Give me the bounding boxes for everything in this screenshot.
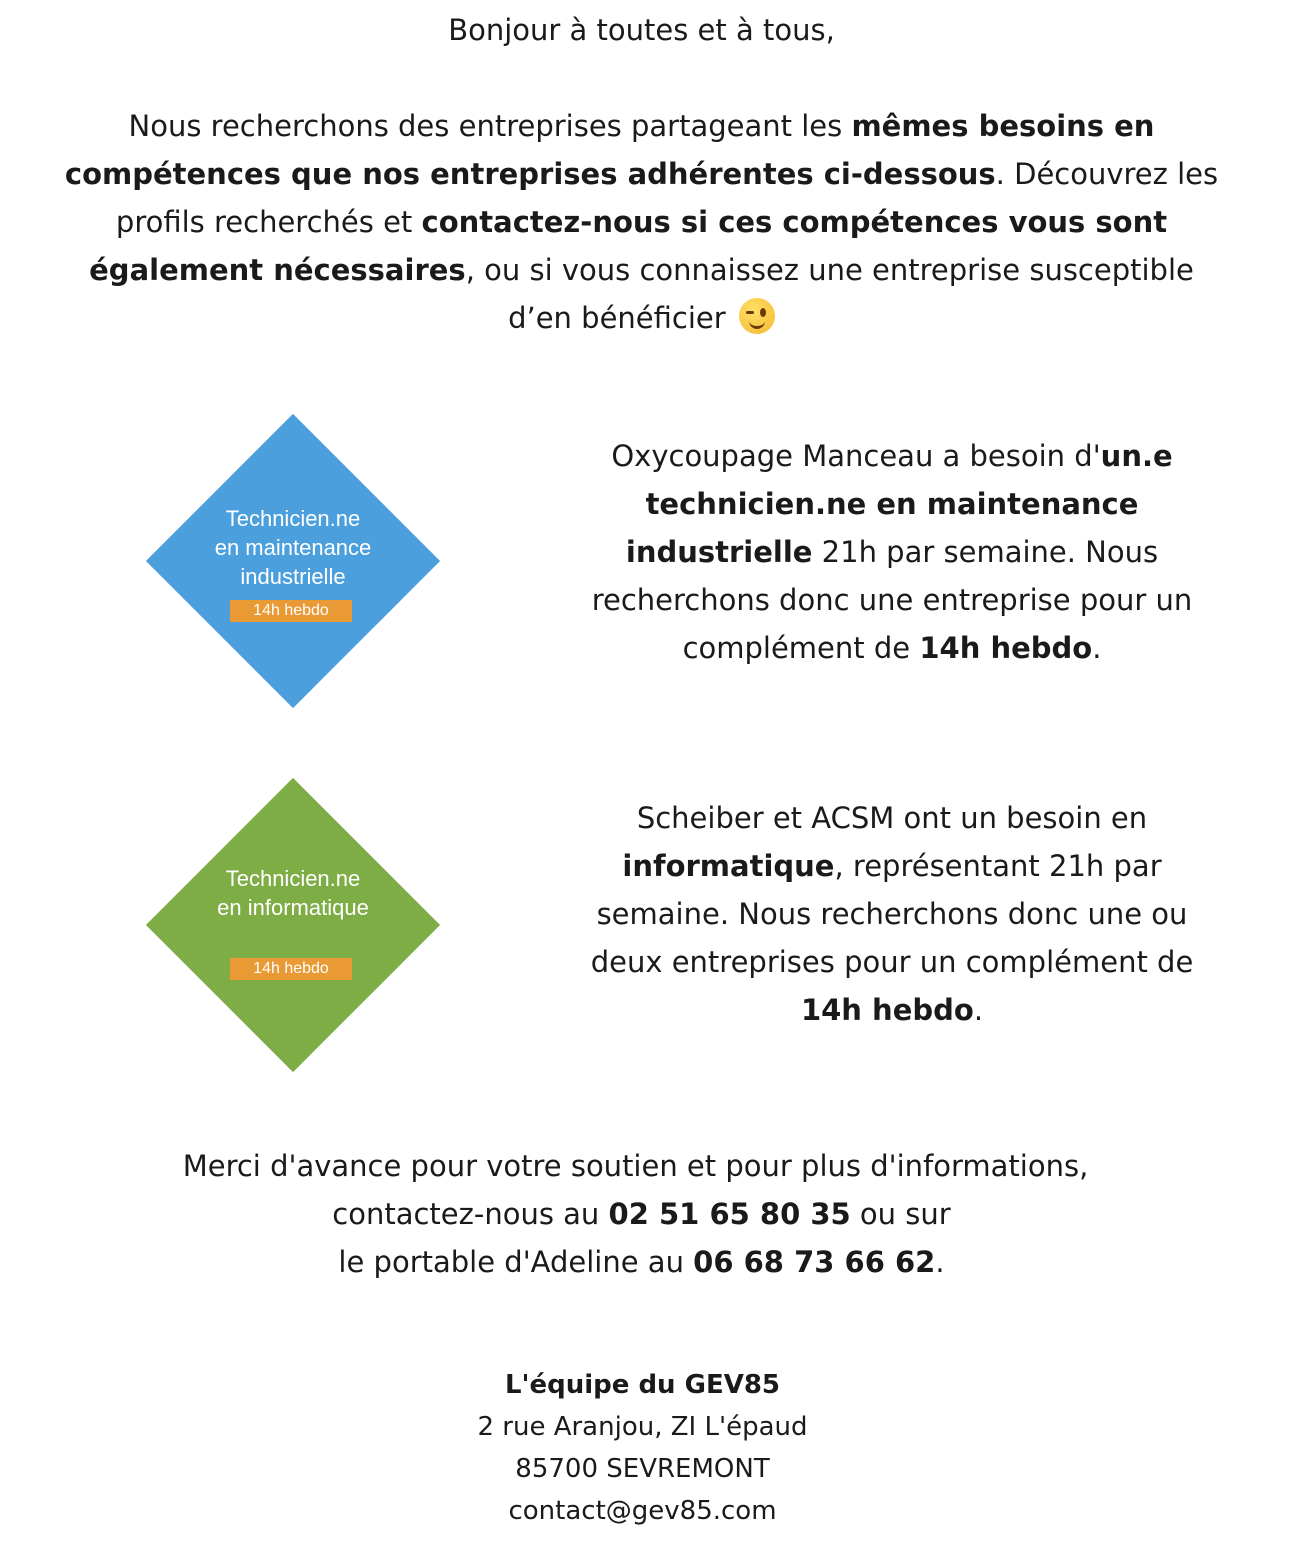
intro-text-1: Nous recherchons des entreprises partageant les: [128, 109, 852, 143]
offer-informatique-description: Scheiber et ACSM ont un besoin en informatique, représentant 21h par semaine. Nous recherchons donc une ou deux entreprises pour un complément de 14h hebdo.: [590, 801, 1194, 1027]
badge-informatique: [146, 778, 440, 1072]
intro-text-2: . Découvrez les profils recherchés et: [115, 157, 1219, 239]
winking-face-icon: [739, 298, 775, 334]
office-phone[interactable]: 02 51 65 80 35: [608, 1197, 851, 1231]
thanks-line-3: le portable d'Adeline au 06 68 73 66 62.: [338, 1245, 945, 1279]
address-street: 2 rue Aranjou, ZI L'épaud: [477, 1412, 808, 1442]
badge-maintenance-hours-tag: 14h hebdo: [230, 600, 352, 622]
badge-maintenance-title: Technicien.ne en maintenance industrielle: [214, 506, 372, 589]
offer-maintenance-description: Oxycoupage Manceau a besoin d'un.e technicien.ne en maintenance industrielle 21h par semaine. Nous recherchons donc une entreprise pour un complément de 14h hebdo.: [591, 439, 1193, 665]
badge-maintenance: [146, 414, 440, 708]
contact-email-link[interactable]: contact@gev85.com: [508, 1496, 777, 1526]
intro-paragraph: [60, 102, 1223, 342]
thanks-line-1: Merci d'avance pour votre soutien et pour plus d'informations,: [182, 1149, 1089, 1183]
diamond-shape-green: [146, 778, 440, 1072]
greeting: Bonjour à toutes et à tous,: [448, 13, 835, 47]
thanks-paragraph: [0, 1142, 1283, 1286]
signature-block: [0, 1364, 1285, 1532]
mobile-phone[interactable]: 06 68 73 66 62: [693, 1245, 936, 1279]
badge-informatique-hours-tag: 14h hebdo: [230, 958, 352, 980]
intro-text-3: , ou si vous connaissez une entreprise susceptible d’en bénéficier: [465, 253, 1194, 335]
thanks-line-2: contactez-nous au 02 51 65 80 35 ou sur: [332, 1197, 951, 1231]
intro-bold-2: contactez-nous si ces compétences vous sont également nécessaires: [89, 205, 1168, 287]
team-name: L'équipe du GEV85: [504, 1370, 781, 1400]
badge-informatique-title: Technicien.ne en informatique: [217, 866, 369, 920]
intro-bold-1: mêmes besoins en compétences que nos entreprises adhérentes ci-dessous: [64, 109, 1155, 191]
address-city: 85700 SEVREMONT: [515, 1454, 770, 1484]
